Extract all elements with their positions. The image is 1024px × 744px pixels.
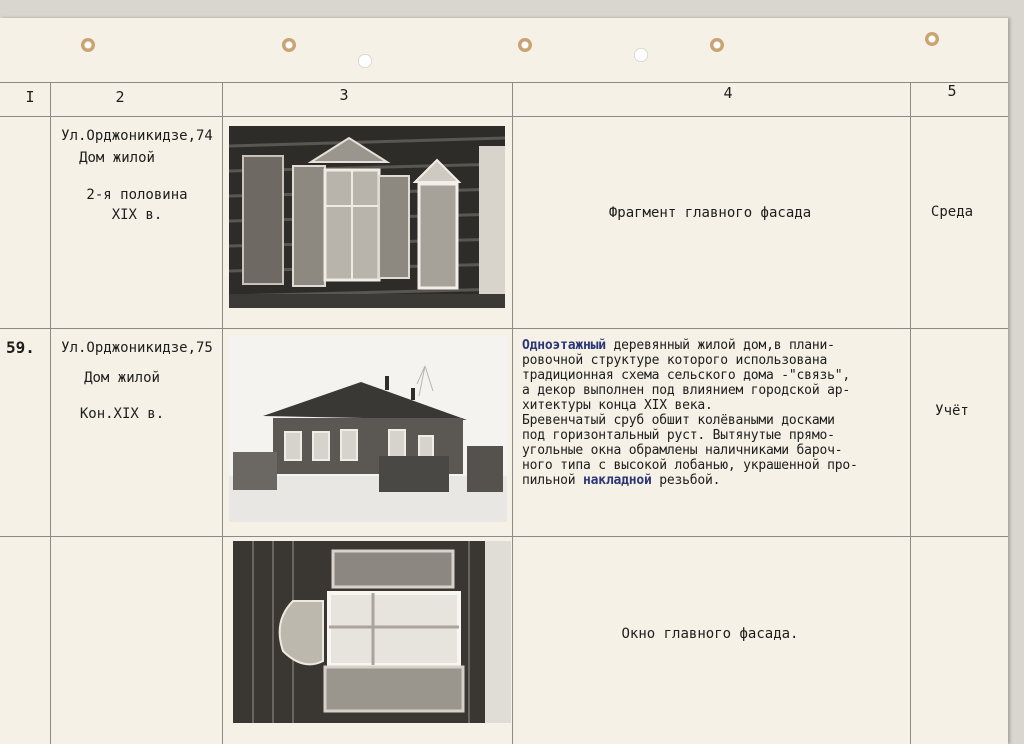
row-2-description-part2: резьбой. [651, 473, 721, 488]
row-2-description-lead: Одноэтажный [522, 338, 606, 353]
punch-hole [710, 38, 724, 52]
row-2-number: 59. [6, 338, 35, 357]
row-2-date: Кон.XIX в. [79, 406, 165, 422]
punch-hole [358, 54, 372, 68]
table-rule [0, 82, 1008, 83]
table-rule [0, 116, 1008, 117]
column-header-1: I [25, 88, 35, 106]
row-2-status: Учёт [935, 403, 969, 419]
row-1-description: Фрагмент главного фасада [608, 205, 812, 221]
house-exterior-photo [229, 336, 507, 522]
table-rule [0, 536, 1008, 537]
row-2-type: Дом жилой [84, 370, 160, 386]
column-header-3: 3 [339, 86, 349, 104]
window-facade-photo [229, 126, 505, 308]
window-closeup-photo [233, 541, 511, 723]
punch-hole [518, 38, 532, 52]
row-1-type: Дом жилой [79, 150, 155, 166]
table-rule [512, 82, 513, 744]
row-3-description: Окно главного фасада. [621, 626, 799, 642]
row-1-address: Ул.Орджоникидзе,74 [61, 128, 213, 144]
punch-hole [81, 38, 95, 52]
table-rule [910, 82, 911, 744]
row-2-description [522, 338, 910, 488]
table-rule [50, 82, 51, 744]
punch-hole [282, 38, 296, 52]
catalog-sheet [0, 18, 1008, 744]
row-1-date: 2-я половина XIX в. [86, 187, 188, 223]
row-2-address: Ул.Орджоникидзе,75 [61, 340, 213, 356]
column-header-2: 2 [115, 88, 125, 106]
punch-hole [634, 48, 648, 62]
table-rule [0, 328, 1008, 329]
row-2-description-part1: деревянный жилой дом,в плани- ровочной структуре которого использована традиционная схема сельского дома -"связь", а декор выполнен под влиянием городской ар- хитектуры конца XIX века. Бревенчатый сруб обшит колёваными досками под горизонтальный руст. Вытянутые прямо- угольные окна обрамлены наличниками бароч- ного типа с высокой лобанью, украшенной про- пильной [522, 338, 858, 488]
row-2-description-bold: накладной [583, 473, 652, 488]
table-rule [222, 82, 223, 744]
row-1-status: Среда [930, 204, 974, 220]
column-header-5: 5 [947, 82, 957, 100]
punch-hole [925, 32, 939, 46]
column-header-4: 4 [723, 84, 733, 102]
